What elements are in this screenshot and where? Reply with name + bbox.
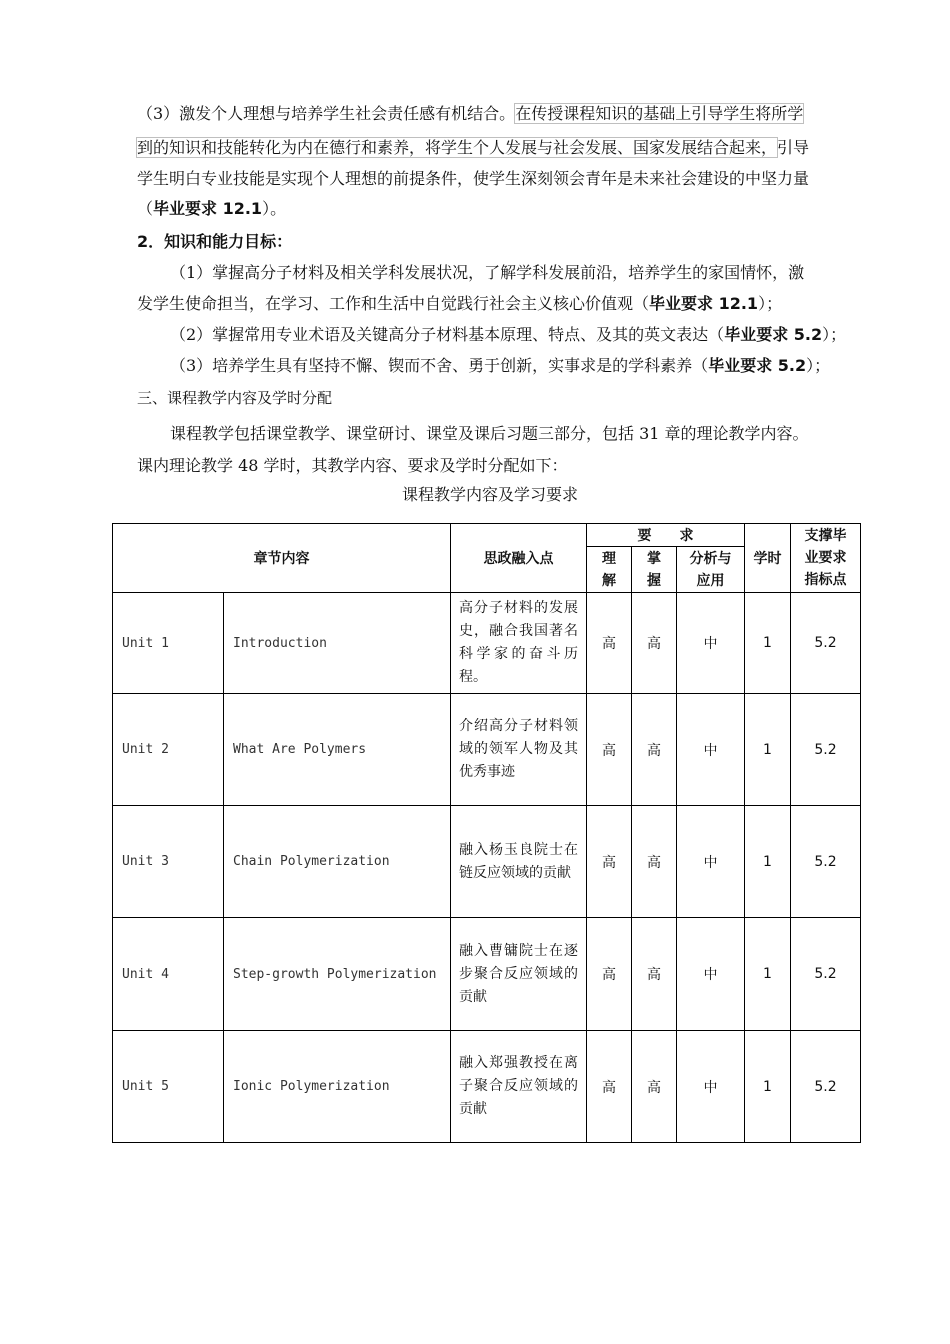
knowledge-item-1-line-1: （1）掌握高分子材料及相关学科发展状况，了解学科发展前沿，培养学生的家国情怀，激 [170,263,805,282]
understand-level: 高 [587,806,632,918]
header-chapter: 章节内容 [113,524,451,593]
ideology-point: 融入曹镛院士在逐步聚合反应领域的贡献 [451,918,587,1031]
goal-3-line-4: （毕业要求 12.1）。 [137,199,287,218]
knowledge-item-2: （2）掌握常用专业术语及关键高分子材料基本原理、特点、及其的英文表达（毕业要求 5.2）； [170,325,847,344]
hours: 1 [745,1031,791,1143]
support-index: 5.2 [791,806,861,918]
highlighted-text: 在传授课程知识的基础上引导学生将所学 [515,104,804,123]
section-3-heading: 三、课程教学内容及学时分配 [137,389,333,407]
table-row [113,918,861,1031]
unit-title: Step-growth Polymerization [224,918,451,1031]
ideology-point: 融入郑强教授在离子聚合反应领域的贡献 [451,1031,587,1143]
master-level: 高 [632,694,677,806]
graduation-requirement: 毕业要求 12.1 [649,294,759,313]
apply-level: 中 [677,1031,745,1143]
understand-level: 高 [587,918,632,1031]
section-2-heading: 2．知识和能力目标： [137,232,293,251]
apply-level: 中 [677,806,745,918]
header-apply: 分析与应用 [677,547,745,593]
hours: 1 [745,918,791,1031]
header-support: 支撑毕业要求指标点 [791,524,861,593]
hours: 1 [745,593,791,694]
ideology-point: 高分子材料的发展史，融合我国著名科学家的奋斗历程。 [451,593,587,694]
master-level: 高 [632,593,677,694]
master-level: 高 [632,806,677,918]
goal-3-line-1: （3）激发个人理想与培养学生社会责任感有机结合。在传授课程知识的基础上引导学生将所学 [137,104,804,123]
understand-level: 高 [587,593,632,694]
header-ideology: 思政融入点 [451,524,587,593]
graduation-requirement: 毕业要求 12.1 [153,199,263,218]
unit-number: Unit 2 [113,694,224,806]
table-header-row [113,524,861,547]
unit-title: Ionic Polymerization [224,1031,451,1143]
section-3-paragraph-line-1: 课程教学包括课堂教学、课堂研讨、课堂及课后习题三部分，包括 31 章的理论教学内容。 [170,424,809,443]
support-index: 5.2 [791,593,861,694]
unit-number: Unit 1 [113,593,224,694]
graduation-requirement: 毕业要求 5.2 [708,356,807,375]
ideology-point: 融入杨玉良院士在链反应领域的贡献 [451,806,587,918]
apply-level: 中 [677,694,745,806]
hours: 1 [745,694,791,806]
table-row [113,806,861,918]
header-requirements: 要 求 [587,524,745,547]
support-index: 5.2 [791,694,861,806]
apply-level: 中 [677,918,745,1031]
header-hours: 学时 [745,524,791,593]
apply-level: 中 [677,593,745,694]
unit-title: What Are Polymers [224,694,451,806]
graduation-requirement: 毕业要求 5.2 [724,325,823,344]
support-index: 5.2 [791,1031,861,1143]
knowledge-item-3: （3）培养学生具有坚持不懈、锲而不舍、勇于创新，实事求是的学科素养（毕业要求 5.2）； [170,356,831,375]
unit-number: Unit 5 [113,1031,224,1143]
unit-title: Introduction [224,593,451,694]
table-caption: 课程教学内容及学习要求 [401,485,578,504]
table-row [113,694,861,806]
unit-number: Unit 3 [113,806,224,918]
master-level: 高 [632,918,677,1031]
course-content-table [112,523,861,1143]
highlighted-text: 到的知识和技能转化为内在德行和素养，将学生个人发展与社会发展、国家发展结合起来， [137,138,778,157]
understand-level: 高 [587,694,632,806]
section-3-paragraph-line-2: 课内理论教学 48 学时，其教学内容、要求及学时分配如下： [137,456,568,475]
header-master: 掌握 [632,547,677,593]
table-row [113,593,861,694]
unit-number: Unit 4 [113,918,224,1031]
understand-level: 高 [587,1031,632,1143]
unit-title: Chain Polymerization [224,806,451,918]
header-understand: 理解 [587,547,632,593]
support-index: 5.2 [791,918,861,1031]
goal-3-line-2: 到的知识和技能转化为内在德行和素养，将学生个人发展与社会发展、国家发展结合起来，引导 [137,138,810,157]
master-level: 高 [632,1031,677,1143]
goal-3-line-3: 学生明白专业技能是实现个人理想的前提条件，使学生深刻领会青年是未来社会建设的中坚力量 [137,169,810,188]
table-row [113,1031,861,1143]
knowledge-item-1-line-2: 发学生使命担当，在学习、工作和生活中自觉践行社会主义核心价值观（毕业要求 12.1）； [137,294,783,313]
hours: 1 [745,806,791,918]
ideology-point: 介绍高分子材料领域的领军人物及其优秀事迹 [451,694,587,806]
